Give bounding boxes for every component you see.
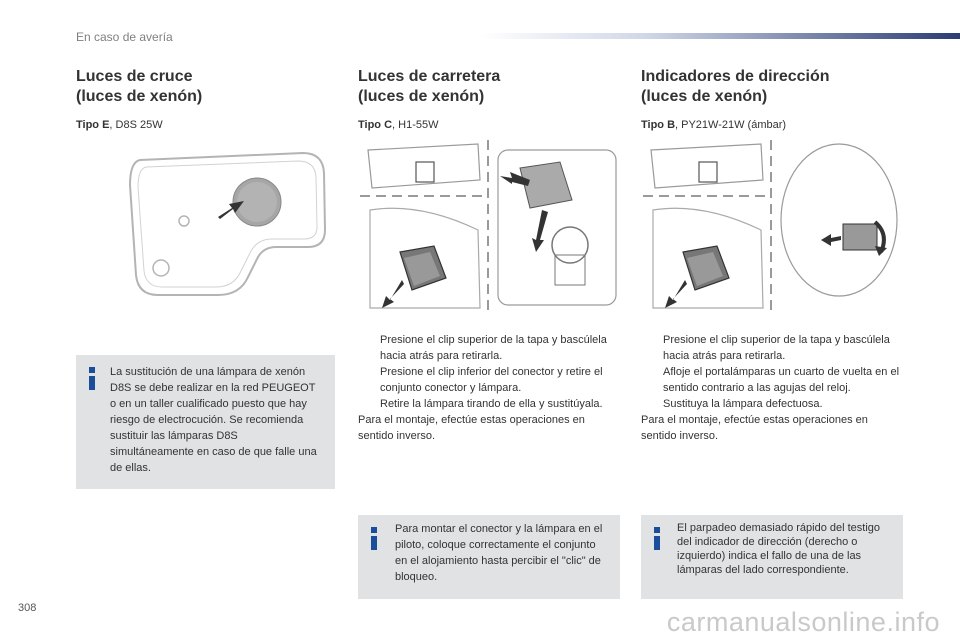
watermark: carmanualsonline.info	[666, 607, 940, 637]
column-low-beam	[76, 67, 336, 131]
step: Retire la lámpara tirando de ella y sustitúyala.	[380, 398, 603, 410]
steps-footer: Para el montaje, efectúe estas operaciones en sentido inverso.	[641, 414, 868, 442]
indicator-illustration	[643, 140, 905, 310]
info-icon	[89, 367, 95, 390]
step: Presione el clip inferior del conector y retire el conjunto conector y lámpara.	[380, 366, 603, 394]
title-high-beam: Luces de carretera (luces de xenón)	[358, 68, 501, 105]
step: Presione el clip superior de la tapa y bascúlela hacia atrás para retirarla.	[380, 334, 607, 362]
step: Afloje el portalámparas un cuarto de vuelta en el sentido contrario a las agujas del reloj.	[663, 366, 900, 394]
type-high-beam: Tipo C, H1-55W	[358, 119, 439, 131]
steps-indicator	[641, 332, 905, 444]
note-flashing: El parpadeo demasiado rápido del testigo del indicador de dirección (derecho o izquierdo) indica el fallo de una de las lámparas del lado correspondiente.	[641, 515, 903, 599]
type-low-beam: Tipo E, D8S 25W	[76, 119, 163, 131]
highbeam-illustration	[360, 140, 622, 310]
header-bar	[480, 33, 960, 39]
section-header: En caso de avería	[76, 30, 173, 44]
step: Presione el clip superior de la tapa y bascúlela hacia atrás para retirarla.	[663, 334, 890, 362]
steps-footer: Para el montaje, efectúe estas operaciones en sentido inverso.	[358, 414, 585, 442]
info-icon	[371, 527, 377, 550]
note-xenon: La sustitución de una lámpara de xenón D8S se debe realizar en la red PEUGEOT o en un taller cualificado puesto que hay riesgo de electrocución. Se recomienda sustituir las lámparas D8S simultáneamente en caso de que falle una de ellas.	[76, 355, 335, 489]
step: Sustituya la lámpara defectuosa.	[663, 398, 823, 410]
steps-high-beam	[358, 332, 620, 444]
column-high-beam	[358, 67, 618, 131]
type-indicator: Tipo B, PY21W-21W (ámbar)	[641, 119, 787, 131]
column-indicator	[641, 67, 911, 131]
title-indicator: Indicadores de dirección (luces de xenón)	[641, 68, 830, 105]
info-icon	[654, 527, 660, 550]
title-low-beam: Luces de cruce (luces de xenón)	[76, 68, 203, 105]
note-connector: Para montar el conector y la lámpara en el piloto, coloque correctamente el conjunto en el alojamiento hasta percibir el "clic" de bloqueo.	[358, 515, 620, 599]
headlamp-illustration	[118, 145, 333, 305]
page-number: 308	[18, 602, 37, 614]
